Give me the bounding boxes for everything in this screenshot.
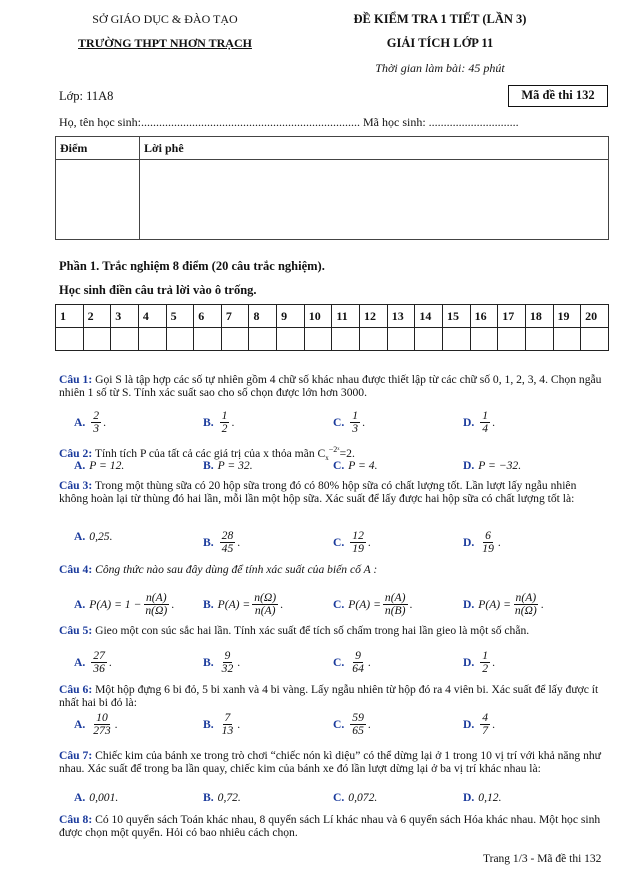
answer-cell[interactable] <box>442 328 470 351</box>
numerator: 6 <box>485 529 491 542</box>
option-fraction <box>220 530 236 555</box>
school-name: TRƯỜNG THPT NHƠN TRẠCH <box>78 36 252 50</box>
answer-number: 13 <box>387 305 415 328</box>
comment-header: Lời phê <box>140 137 609 160</box>
exam-code: Mã đề thi 132 <box>521 88 595 102</box>
answer-option[interactable]: C. $\frac{12}{19}$ . <box>333 529 371 555</box>
question-label: Câu 3: <box>59 479 93 492</box>
option-prefix: P(A) = <box>348 598 381 611</box>
answer-number: 17 <box>498 305 526 328</box>
numerator: 12 <box>352 529 364 542</box>
option-fraction <box>91 410 101 435</box>
option-letter: A. <box>74 459 86 472</box>
question-label: Câu 7: <box>59 749 93 762</box>
option-letter: C. <box>333 598 345 611</box>
answer-option[interactable] <box>203 791 241 804</box>
option-letter: D. <box>463 656 475 669</box>
answer-option[interactable] <box>463 459 521 472</box>
question-7 <box>59 749 607 775</box>
option-letter: C. <box>333 718 345 731</box>
numerator: 28 <box>221 529 234 542</box>
answer-number: 9 <box>277 305 305 328</box>
answer-number: 14 <box>415 305 443 328</box>
answer-cell[interactable] <box>138 328 166 351</box>
answer-cell[interactable] <box>194 328 222 351</box>
denominator: 4 <box>482 422 489 435</box>
time-limit: Thời gian làm bài: 45 phút <box>375 61 505 75</box>
option-fraction <box>480 410 490 435</box>
option-letter: C. <box>333 656 345 669</box>
score-table <box>55 136 609 240</box>
answer-option[interactable]: A. $\frac{2}{3}$ . <box>74 409 106 435</box>
denominator: 3 <box>93 422 100 435</box>
question-label: Câu 8: <box>59 813 93 826</box>
option-value: 0,072. <box>348 791 378 804</box>
numerator: 7 <box>224 711 231 724</box>
answer-cell[interactable] <box>470 328 498 351</box>
answer-number: 2 <box>83 305 111 328</box>
option-letter: B. <box>203 718 214 731</box>
option-letter: C. <box>333 459 345 472</box>
answer-option[interactable]: D. P(A) = $\frac{n(A)}{n(\Omega)}$ . <box>463 591 544 617</box>
denominator: 13 <box>221 724 234 737</box>
question-5 <box>59 624 607 637</box>
answer-option[interactable] <box>203 459 253 472</box>
answer-cell[interactable] <box>525 328 553 351</box>
option-prefix: P(A) = <box>217 598 251 611</box>
part1-title: Phần 1. Trắc nghiệm 8 điểm (20 câu trắc nghiệm). <box>59 259 325 273</box>
question-text: Một hộp đựng 6 bi đỏ, 5 bi xanh và 4 bi vàng. Lấy ngẫu nhiên từ hộp đó ra 4 viên bi. Xác suất để lấy được ít nhất hai bi đỏ là: <box>59 683 599 709</box>
option-letter: D. <box>463 459 475 472</box>
option-fraction <box>252 592 278 617</box>
option-fraction <box>480 650 490 675</box>
question-8 <box>59 813 607 839</box>
answer-cell[interactable] <box>304 328 332 351</box>
option-fraction <box>143 592 169 617</box>
option-letter: B. <box>203 459 214 472</box>
question-text: Chiếc kim của bánh xe trong trò chơi “chiếc nón kì diệu” có thể dừng lại ở 1 trong 10 vị trí với khả năng như nhau. Xác suất để trong ba lần quay, chiếc kim của bánh xe đó lần lượt dừng lại ở ba vị trí khác nhau là: <box>59 749 601 775</box>
answer-number: 6 <box>194 305 222 328</box>
answer-option[interactable]: C. $\frac{9}{64}$ . <box>333 649 371 675</box>
answer-option[interactable]: B. $\frac{7}{13}$ . <box>203 711 241 737</box>
denominator: 2 <box>221 422 228 435</box>
question-label: Câu 4: <box>59 563 93 576</box>
question-6 <box>59 683 607 709</box>
option-letter: D. <box>463 718 475 731</box>
option-prefix: P(A) = 1 − <box>89 598 142 611</box>
question-4 <box>59 563 607 576</box>
numerator: 1 <box>482 409 489 422</box>
answer-option[interactable] <box>74 791 118 804</box>
option-value: P = 12. <box>89 459 125 472</box>
option-letter: B. <box>203 791 214 804</box>
answer-number: 8 <box>249 305 277 328</box>
numerator: 59 <box>352 711 364 724</box>
numerator: 2 <box>93 409 100 422</box>
question-text: Trong một thùng sữa có 20 hộp sữa trong đó có 80% hộp sữa có chất lượng tốt. Lần lượt lấy ngẫu nhiên không hoàn lại từ thùng đó hai lần, mỗi lần một hộp sữa. Xác suất để lấy được hai hộp sữa có chất lượng tốt là: <box>59 479 577 505</box>
answer-number: 7 <box>221 305 249 328</box>
question-text: Gieo một con súc sắc hai lần. Tính xác suất để tích số chấm trong hai lần gieo là một số chẵn. <box>92 624 530 637</box>
option-value: 0,12. <box>478 791 502 804</box>
numerator: 1 <box>221 409 228 422</box>
option-letter: A. <box>74 656 86 669</box>
question-3 <box>59 479 607 505</box>
answer-cell[interactable] <box>415 328 443 351</box>
option-fraction <box>220 712 236 737</box>
question-text: Công thức nào sau đây dùng để tính xác suất của biến cố A : <box>92 563 378 576</box>
denominator: 45 <box>221 542 234 555</box>
option-fraction <box>91 712 112 737</box>
numerator: 1 <box>352 409 359 422</box>
answer-cell[interactable] <box>498 328 526 351</box>
denominator: n(Ω) <box>514 604 537 617</box>
option-letter: A. <box>74 791 86 804</box>
answer-cell[interactable] <box>332 328 360 351</box>
answer-option[interactable]: B. $\frac{28}{45}$ . <box>203 529 241 555</box>
exam-code-box <box>508 85 608 107</box>
answer-option[interactable]: D. $\frac{6}{19}$ . <box>463 529 501 555</box>
denominator: 32 <box>221 662 234 675</box>
option-value: P = 32. <box>217 459 253 472</box>
option-letter: C. <box>333 791 345 804</box>
numerator: n(A) <box>515 591 537 604</box>
comment-cell[interactable] <box>140 160 609 240</box>
numerator: n(A) <box>145 591 167 604</box>
answer-number: 5 <box>166 305 194 328</box>
denominator: 36 <box>93 662 105 675</box>
option-letter: A. <box>74 530 86 543</box>
denominator: 64 <box>352 662 364 675</box>
option-fraction <box>350 410 360 435</box>
denominator: 19 <box>482 542 494 555</box>
subject-title: GIẢI TÍCH LỚP 11 <box>386 36 494 50</box>
denominator: 3 <box>352 422 359 435</box>
option-value: 0,001. <box>89 791 119 804</box>
numerator: n(Ω) <box>254 591 277 604</box>
answer-option[interactable] <box>74 459 124 472</box>
student-info-line: Họ, tên học sinh:......................................................................... Mã học sinh: .............................. <box>59 115 519 129</box>
denominator: 19 <box>352 542 364 555</box>
option-letter: A. <box>74 718 86 731</box>
option-fraction <box>350 712 366 737</box>
answer-option[interactable] <box>74 530 112 543</box>
answer-option[interactable]: D. $\frac{1}{2}$ . <box>463 649 495 675</box>
question-text: Có 10 quyển sách Toán khác nhau, 8 quyển sách Lí khác nhau và 6 quyển sách Hóa khác nhau. Một học sinh được chọn một quyển. Hỏi có bao nhiêu cách chọn. <box>59 813 601 839</box>
answer-cell[interactable] <box>83 328 111 351</box>
question-label: Câu 1: <box>59 373 93 386</box>
part1-instruction: Học sinh điền câu trả lời vào ô trống. <box>59 283 257 297</box>
option-letter: D. <box>463 598 475 611</box>
option-value: 0,25. <box>89 530 113 543</box>
option-value: P = −32. <box>478 459 522 472</box>
answer-number: 3 <box>111 305 139 328</box>
option-letter: D. <box>463 536 475 549</box>
answer-cell[interactable] <box>166 328 194 351</box>
exponent: −2ˣ <box>328 445 340 454</box>
numerator: 1 <box>482 649 489 662</box>
option-letter: D. <box>463 791 475 804</box>
answer-number: 20 <box>581 305 609 328</box>
question-label: Câu 6: <box>59 683 93 696</box>
exam-title: ĐỀ KIỂM TRA 1 TIẾT (LẦN 3) <box>353 12 527 26</box>
combination-symbol: x <box>325 454 329 463</box>
option-fraction <box>480 712 490 737</box>
answer-number: 10 <box>304 305 332 328</box>
answer-cell[interactable] <box>249 328 277 351</box>
answer-number: 12 <box>360 305 388 328</box>
answer-number: 18 <box>525 305 553 328</box>
option-letter: A. <box>74 416 86 429</box>
answer-cell[interactable] <box>387 328 415 351</box>
option-fraction <box>220 650 236 675</box>
denominator: n(B) <box>384 604 406 617</box>
option-letter: D. <box>463 416 475 429</box>
answer-number: 16 <box>470 305 498 328</box>
option-letter: B. <box>203 416 214 429</box>
numerator: 4 <box>482 711 489 724</box>
answer-option[interactable] <box>463 791 501 804</box>
denominator: 2 <box>482 662 489 675</box>
question-1 <box>59 373 607 399</box>
answer-option[interactable]: C. $\frac{1}{3}$ . <box>333 409 365 435</box>
question-label: Câu 5: <box>59 624 93 637</box>
question-text: Tính tích P của tất cả các giá trị của x thỏa mãn C <box>92 446 326 460</box>
numerator: 9 <box>224 649 231 662</box>
answer-option[interactable]: C. $\frac{59}{65}$ . <box>333 711 371 737</box>
answer-option[interactable] <box>333 791 377 804</box>
answer-option[interactable]: A. $\frac{10}{273}$ . <box>74 711 118 737</box>
denominator: 7 <box>482 724 489 737</box>
answer-cell[interactable] <box>111 328 139 351</box>
option-prefix: P(A) = <box>478 598 511 611</box>
answer-number: 11 <box>332 305 360 328</box>
answer-cell[interactable] <box>360 328 388 351</box>
option-fraction <box>91 650 107 675</box>
option-letter: B. <box>203 656 214 669</box>
option-fraction <box>480 530 496 555</box>
answer-cell[interactable] <box>581 328 609 351</box>
answer-option[interactable]: B. $\frac{1}{2}$ . <box>203 409 235 435</box>
option-value: 0,72. <box>217 791 241 804</box>
option-fraction <box>220 410 230 435</box>
answer-option[interactable]: C. P(A) = $\frac{n(A)}{n(B)}$ . <box>333 591 413 617</box>
answer-option[interactable]: A. P(A) = 1 − $\frac{n(A)}{n(\Omega)}$ . <box>74 591 175 617</box>
question-text-end: =2. <box>339 446 355 460</box>
numerator: n(A) <box>384 591 406 604</box>
class-label: Lớp: 11A8 <box>59 89 114 103</box>
option-letter: B. <box>203 598 214 611</box>
option-fraction <box>513 592 539 617</box>
answer-option[interactable]: D. $\frac{4}{7}$ . <box>463 711 495 737</box>
answer-option[interactable] <box>333 459 377 472</box>
question-label: Câu 2: <box>59 446 93 460</box>
option-fraction <box>350 650 366 675</box>
answer-number: 1 <box>56 305 84 328</box>
answer-number: 15 <box>442 305 470 328</box>
option-letter: C. <box>333 416 345 429</box>
option-letter: C. <box>333 536 345 549</box>
denominator: n(A) <box>254 604 276 617</box>
page-footer: Trang 1/3 - Mã đề thi 132 <box>483 853 602 865</box>
answer-option[interactable]: B. $\frac{9}{32}$ . <box>203 649 241 675</box>
denominator: 273 <box>93 724 111 737</box>
option-letter: B. <box>203 536 214 549</box>
answer-option[interactable]: A. $\frac{27}{36}$ . <box>74 649 112 675</box>
denominator: 65 <box>352 724 364 737</box>
answer-grid <box>55 304 609 351</box>
answer-option[interactable]: B. P(A) = $\frac{n(\Omega)}{n(A)}$ . <box>203 591 284 617</box>
option-value: P = 4. <box>348 459 378 472</box>
answer-cell[interactable] <box>277 328 305 351</box>
answer-cell[interactable] <box>221 328 249 351</box>
numerator: 9 <box>355 649 361 662</box>
denominator: n(Ω) <box>145 604 168 617</box>
answer-cell[interactable] <box>56 328 84 351</box>
score-cell[interactable] <box>56 160 140 240</box>
option-fraction <box>383 592 408 617</box>
option-fraction <box>350 530 366 555</box>
question-text: Gọi S là tập hợp các số tự nhiên gồm 4 chữ số khác nhau được thiết lập từ các chữ số 0, 1, 2, 3, 4. Chọn ngẫu nhiên 1 số từ S. Tính xác suất sao cho số chọn được lớn hơn 3000. <box>59 373 602 399</box>
option-letter: A. <box>74 598 86 611</box>
answer-number: 4 <box>138 305 166 328</box>
answer-number: 19 <box>553 305 581 328</box>
numerator: 27 <box>93 649 105 662</box>
answer-option[interactable]: D. $\frac{1}{4}$ . <box>463 409 495 435</box>
numerator: 10 <box>96 711 108 724</box>
dept-name: SỞ GIÁO DỤC & ĐÀO TẠO <box>92 12 238 26</box>
score-header: Điểm <box>56 137 140 160</box>
answer-cell[interactable] <box>553 328 581 351</box>
